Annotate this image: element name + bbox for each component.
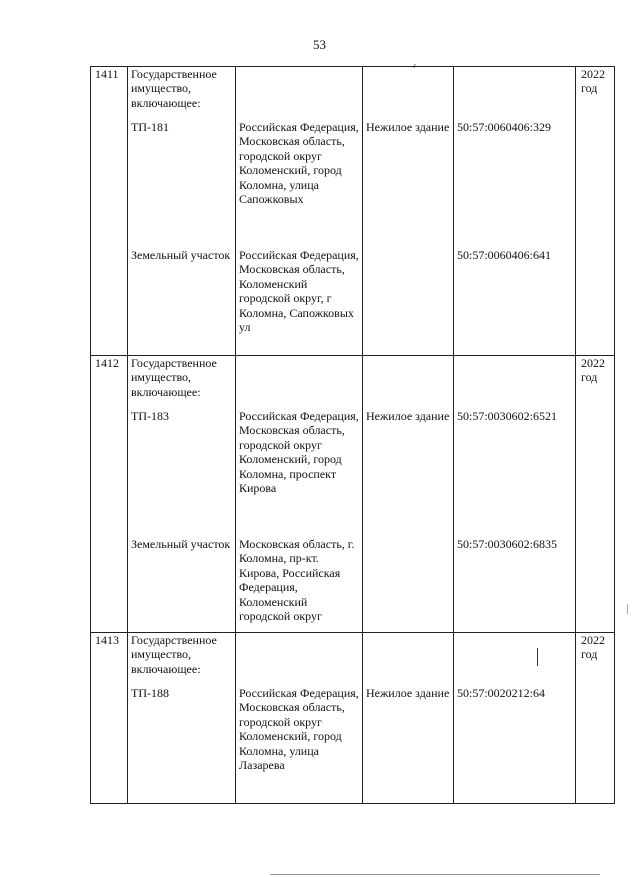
row-number-cell [91,356,128,633]
object-address: Российская Федерация, Московская область, городской округ Коломенский, город Коломна, проспект Кирова [239,409,359,496]
object-name: ТП-188 [131,686,169,700]
year-cell [576,67,615,356]
row-number: 1411 [95,67,119,81]
object-name-cell [128,356,236,633]
row-number-cell [91,633,128,804]
object-name: Земельный участок [131,537,231,551]
cadastral-number: 50:57:0030602:6835 [457,537,558,551]
table-row [91,356,615,633]
object-type-cell [363,356,454,633]
address-cell [236,633,363,804]
object-name-cell [128,633,236,804]
cadastral-cell [454,67,576,356]
cadastral-number: 50:57:0020212:64 [457,686,546,700]
object-name: ТП-181 [131,120,169,134]
object-address: Московская область, г. Коломна, пр-кт. Кирова, Российская Федерация, Коломенский городской округ [239,537,355,624]
year: 2022 год [581,633,605,662]
group-label: Государственное имущество, включающее: [131,633,217,676]
year: 2022 год [581,356,605,385]
group-label: Государственное имущество, включающее: [131,67,217,110]
object-type-cell [363,633,454,804]
scan-artifact-line [270,874,600,875]
object-type-cell [363,67,454,356]
object-address: Российская Федерация, Московская область, городской округ Коломенский, город Коломна, улица Сапожковых [239,120,359,207]
address-cell [236,356,363,633]
year-cell [576,356,615,633]
cadastral-number: 50:57:0060406:329 [457,120,552,134]
cadastral-number: 50:57:0060406:641 [457,248,552,262]
group-label: Государственное имущество, включающее: [131,356,217,399]
cadastral-cell [454,356,576,633]
cadastral-cell [454,633,576,804]
year-cell [576,633,615,804]
object-type: Нежилое здание [366,409,450,423]
object-name: Земельный участок [131,248,231,262]
scan-mark [627,604,628,614]
page-number: 53 [313,37,326,52]
row-number: 1412 [95,356,119,370]
object-name: ТП-183 [131,409,169,423]
row-number: 1413 [95,633,119,647]
year: 2022 год [581,67,605,96]
table-row [91,67,615,356]
object-type: Нежилое здание [366,686,450,700]
cadastral-number: 50:57:0030602:6521 [457,409,558,423]
object-name-cell [128,67,236,356]
object-type: Нежилое здание [366,120,450,134]
table-row [91,633,615,804]
row-number-cell [91,67,128,356]
property-table [90,66,615,804]
object-address: Российская Федерация, Московская область, Коломенский городской округ, г Коломна, Сапожковых ул [239,248,359,335]
object-address: Российская Федерация, Московская область, городской округ Коломенский, город Коломна, улица Лазарева [239,686,359,773]
address-cell [236,67,363,356]
